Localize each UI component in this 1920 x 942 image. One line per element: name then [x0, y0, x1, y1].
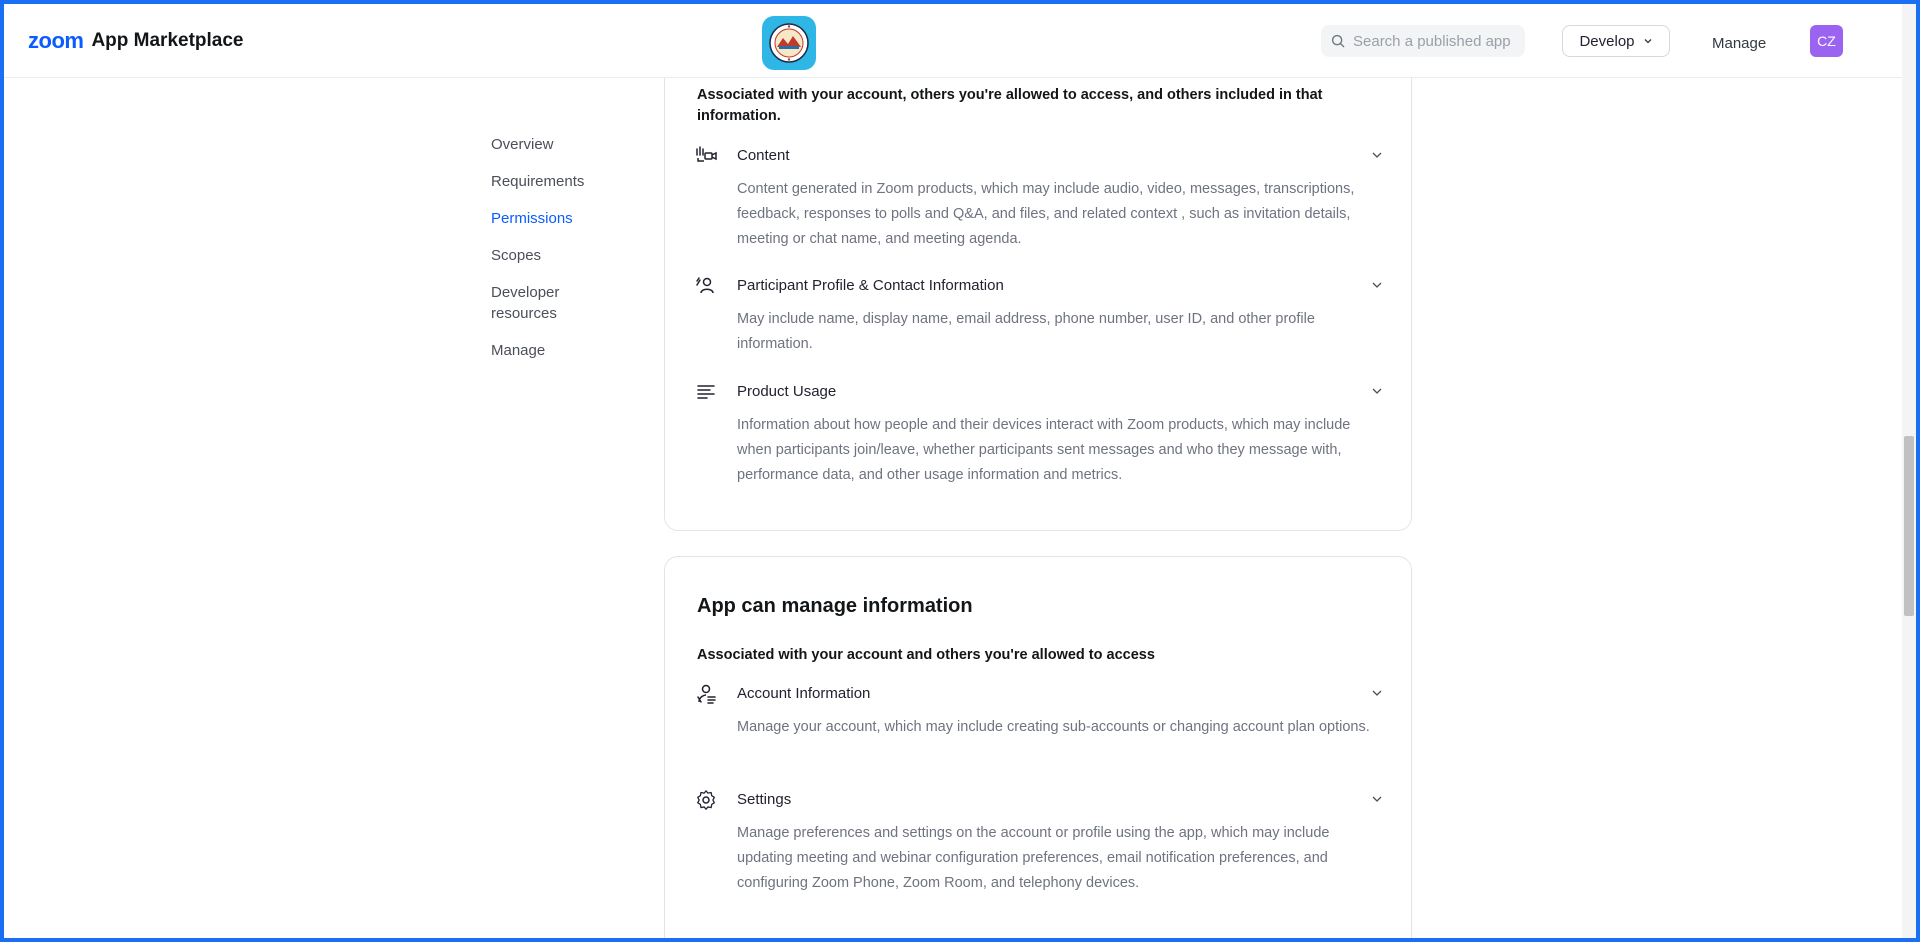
chevron-down-icon[interactable] [1369, 147, 1385, 163]
permission-title: Product Usage [737, 383, 837, 400]
search-box[interactable] [1321, 25, 1525, 57]
manage-section-heading: Associated with your account and others you're allowed to access [697, 647, 1155, 663]
permission-title: Account Information [737, 685, 871, 702]
account-information-icon [695, 683, 717, 705]
manage-information-card [664, 556, 1412, 942]
nav-item-developer-resources[interactable]: Developer resources [491, 284, 560, 322]
chevron-down-icon[interactable] [1369, 791, 1385, 807]
search-icon [1331, 34, 1345, 48]
content-icon [695, 145, 717, 167]
view-information-card [664, 0, 1412, 531]
chevron-down-icon[interactable] [1369, 685, 1385, 701]
chevron-down-icon [1643, 36, 1653, 46]
develop-dropdown-button[interactable] [1562, 25, 1670, 57]
permission-title: Settings [737, 791, 792, 808]
permission-description: Content generated in Zoom products, which may include audio, video, messages, transcriptions, feedback, responses to polls and Q&A, and files, and related context , such as invitation details, meeting or chat name, and meeting agenda. [737, 181, 1355, 247]
manage-link[interactable]: Manage [1712, 35, 1767, 52]
permission-title: Participant Profile & Contact Information [737, 277, 1004, 294]
permission-item-product-usage [695, 381, 1385, 481]
permission-item-settings [695, 789, 1385, 889]
user-avatar[interactable]: CZ [1810, 25, 1843, 57]
participant-profile-icon [695, 275, 717, 297]
marketplace-logo[interactable] [28, 28, 244, 54]
scrollbar-thumb[interactable] [1904, 436, 1914, 616]
view-section-heading: Associated with your account, others you're allowed to access, and others included in that information. [697, 87, 1323, 124]
chevron-down-icon[interactable] [1369, 383, 1385, 399]
nav-item-requirements[interactable]: Requirements [491, 173, 585, 190]
product-usage-icon [695, 381, 717, 403]
nav-item-manage[interactable]: Manage [491, 342, 546, 359]
permission-title: Content [737, 147, 790, 164]
develop-label: Develop [1579, 32, 1635, 50]
app-marketplace-text: App Marketplace [91, 30, 244, 51]
permission-item-account-information [695, 683, 1385, 763]
permission-item-content [695, 145, 1385, 245]
app-logo-icon [762, 16, 816, 70]
chevron-down-icon[interactable] [1369, 277, 1385, 293]
nav-item-scopes[interactable]: Scopes [491, 247, 542, 264]
page-scrollbar[interactable] [1902, 4, 1916, 938]
permission-description: Manage your account, which may include creating sub-accounts or changing account plan options. [737, 719, 1370, 735]
search-input[interactable] [1353, 33, 1513, 50]
permission-description: May include name, display name, email address, phone number, user ID, and other profile information. [737, 311, 1315, 352]
card-title: App can manage information [697, 595, 973, 617]
permission-description: Manage preferences and settings on the account or profile using the app, which may include updating meeting and webinar configuration preferences, email notification preferences, and configuring Zoom Phone, Zoom Room, and telephony devices. [737, 825, 1330, 891]
permission-item-participant-profile [695, 275, 1385, 355]
zoom-logo-text: zoom [28, 28, 84, 53]
nav-item-overview[interactable]: Overview [491, 136, 554, 153]
nav-item-permissions[interactable]: Permissions [491, 210, 573, 227]
permission-description: Information about how people and their devices interact with Zoom products, which may include when participants join/leave, whether participants sent messages and who they message with, performance data, and other usage information and metrics. [737, 417, 1351, 483]
top-header [4, 4, 1906, 78]
settings-gear-icon [695, 789, 717, 811]
side-navigation [491, 134, 611, 377]
